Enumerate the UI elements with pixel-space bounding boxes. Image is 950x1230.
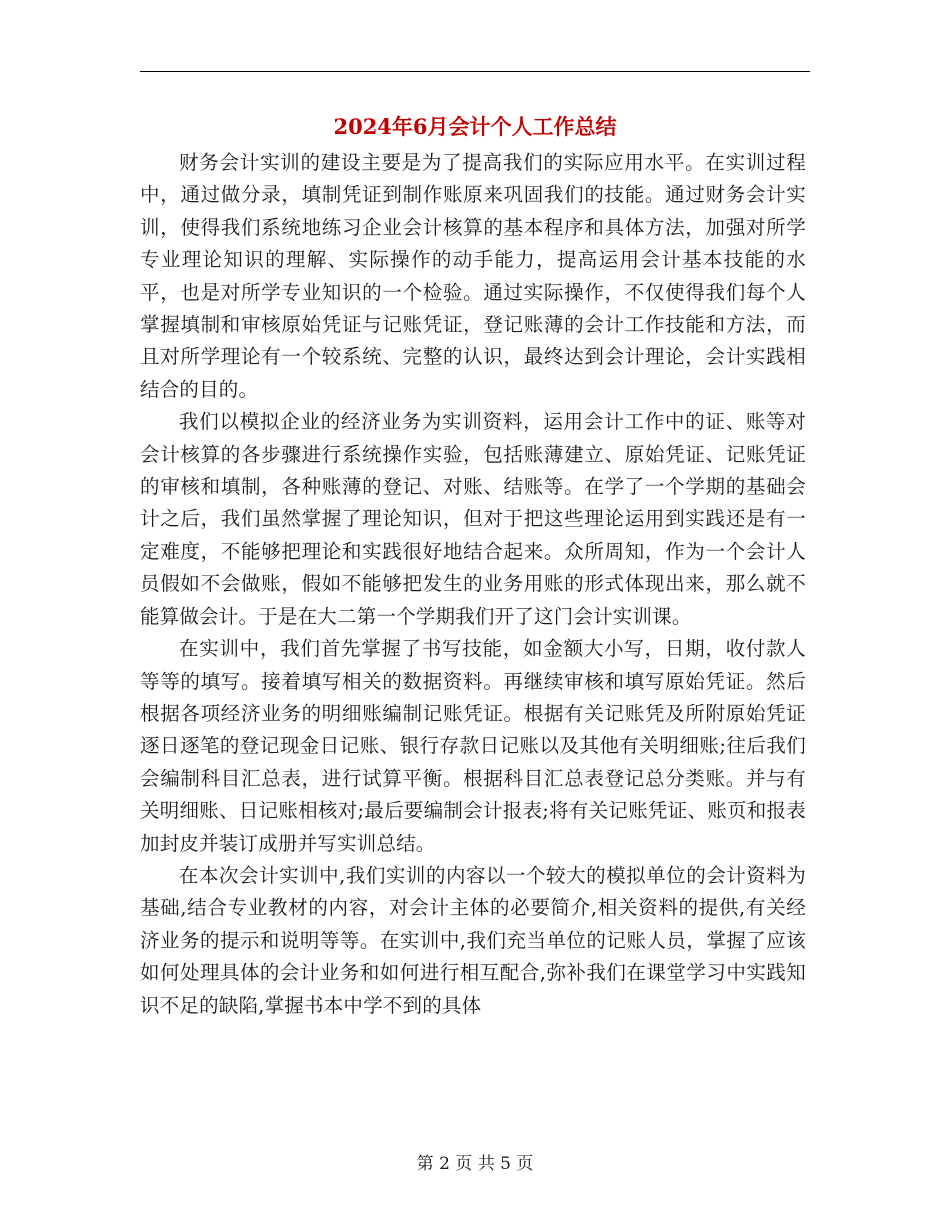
paragraph-3: 在实训中，我们首先掌握了书写技能，如金额大小写，日期，收付款人等等的填写。接着填写相关的数据资料。再继续审核和填写原始凭证。然后根据各项经济业务的明细账编制记账凭证。根据有关记账凭及所附原始凭证逐日逐笔的登记现金日记账、银行存款日记账以及其他有关明细账;往后我们会编制科目汇总表，进行试算平衡。根据科目汇总表登记总分类账。并与有关明细账、日记账相核对;最后要编制会计报表;将有关记账凭证、账页和报表加封皮并装订成册并写实训总结。 [140, 637, 806, 855]
header-rule [140, 71, 810, 72]
document-body [140, 147, 806, 1022]
page-number-label: 第 2 页 共 5 页 [416, 1154, 534, 1174]
page-footer [0, 1152, 950, 1176]
paragraph-2: 我们以模拟企业的经济业务为实训资料，运用会计工作中的证、账等对会计核算的各步骤进行系统操作实验，包括账薄建立、原始凭证、记账凭证的审核和填制，各种账薄的登记、对账、结账等。在学了一个学期的基础会计之后，我们虽然掌握了理论知识，但对于把这些理论运用到实践还是有一定难度，不能够把理论和实践很好地结合起来。众所周知，作为一个会计人员假如不会做账，假如不能够把发生的业务用账的形式体现出来，那么就不能算做会计。于是在大二第一个学期我们开了这门会计实训课。 [140, 410, 806, 628]
paragraph-4: 在本次会计实训中,我们实训的内容以一个较大的模拟单位的会计资料为基础,结合专业教材的内容，对会计主体的必要简介,相关资料的提供,有关经济业务的提示和说明等等。在实训中,我们充当单位的记账人员，掌握了应该如何处理具体的会计业务和如何进行相互配合,弥补我们在课堂学习中实践知识不足的缺陷,掌握书本中学不到的具体 [140, 863, 806, 1017]
paragraph-1: 财务会计实训的建设主要是为了提高我们的实际应用水平。在实训过程中，通过做分录，填制凭证到制作账原来巩固我们的技能。通过财务会计实训，使得我们系统地练习企业会计核算的基本程序和具体方法，加强对所学专业理论知识的理解、实际操作的动手能力，提高运用会计基本技能的水平，也是对所学专业知识的一个检验。通过实际操作，不仅使得我们每个人掌握填制和审核原始凭证与记账凭证，登记账薄的会计工作技能和方法，而且对所学理论有一个较系统、完整的认识，最终达到会计理论，会计实践相结合的目的。 [140, 151, 806, 401]
document-title: 2024年6月会计个人工作总结 [333, 114, 617, 139]
